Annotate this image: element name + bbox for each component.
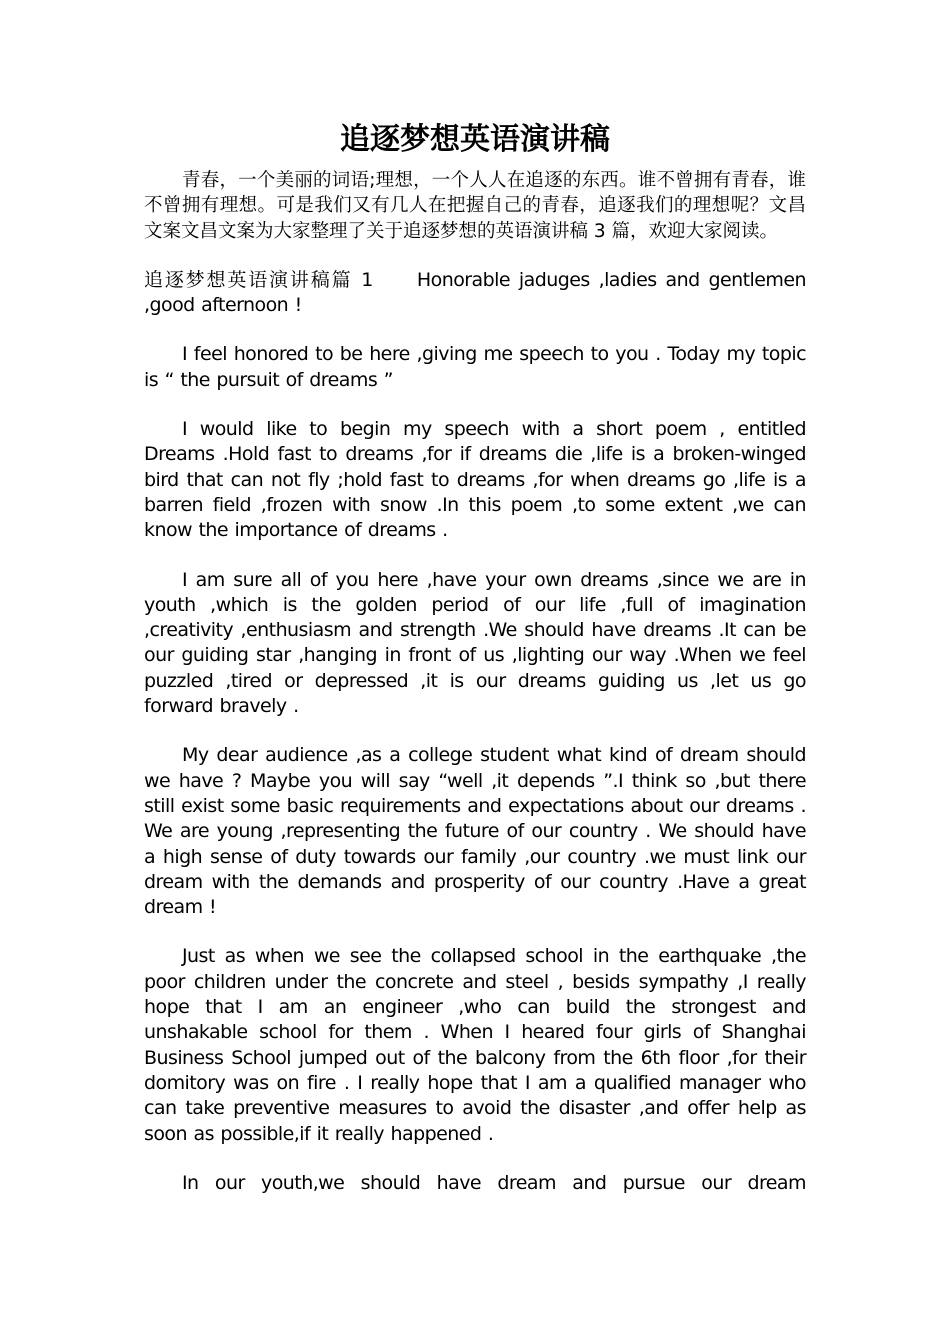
body-paragraph: I am sure all of you here ,have your own dreams ,since we are in youth ,which is the golden period of our life ,full of imagination ,creativity ,enthusiasm and strength .We should have dreams .It can be our guiding star ,hanging in front of us ,lighting our way .When we feel puzzled ,tired or depressed ,it is our dreams guiding us ,let us go forward bravely . xyxy=(144,568,806,718)
document-title: 追逐梦想英语演讲稿 xyxy=(340,122,610,157)
body-paragraph: I feel honored to be here ,giving me speech to you . Today my topic is “ the pursuit of dreams ” xyxy=(144,343,806,391)
body-paragraph: My dear audience ,as a college student what kind of dream should we have ? Maybe you will say “well ,it depends ”.I think so ,but there still exist some basic requirements and expectations about our dreams . We are young ,representing the future of our country . We should have a high sense of duty towards our family ,our country .we must link our dream with the demands and prosperity of our country .Have a great dream ! xyxy=(144,744,806,919)
body-paragraph: I would like to begin my speech with a short poem , entitled Dreams .Hold fast to dreams ,for if dreams die ,life is a broken-winged bird that can not fly ;hold fast to dreams ,for when dreams go ,life is a barren field ,frozen with snow .In this poem ,to some extent ,we can know the importance of dreams . xyxy=(144,418,806,542)
document-body xyxy=(144,118,806,1196)
speech-heading-paragraph: 追逐梦想英语演讲稿篇 1 Honorable jaduges ,ladies and gentlemen ,good afternoon ! xyxy=(144,268,806,317)
intro-paragraph: 青春，一个美丽的词语;理想，一个人人在追逐的东西。谁不曾拥有青春，谁不曾拥有理想。可是我们又有几人在把握自己的青春，追逐我们的理想呢？文昌文案文昌文案为大家整理了关于追逐梦想的英语演讲稿 3 篇，欢迎大家阅读。 xyxy=(144,170,806,242)
body-paragraph: In our youth,we should have dream and pursue our dream xyxy=(182,1171,806,1194)
body-paragraph: Just as when we see the collapsed school in the earthquake ,the poor children under the concrete and steel , besids sympathy ,I really hope that I am an engineer ,who can build the strongest and unshakable school for them . When I heared four girls of Shanghai Business School jumped out of the balcony from the 6th floor ,for their domitory was on fire . I really hope that I am a qualified manager who can take preventive measures to avoid the disaster ,and offer help as soon as possible,if it really happened . xyxy=(144,945,806,1145)
